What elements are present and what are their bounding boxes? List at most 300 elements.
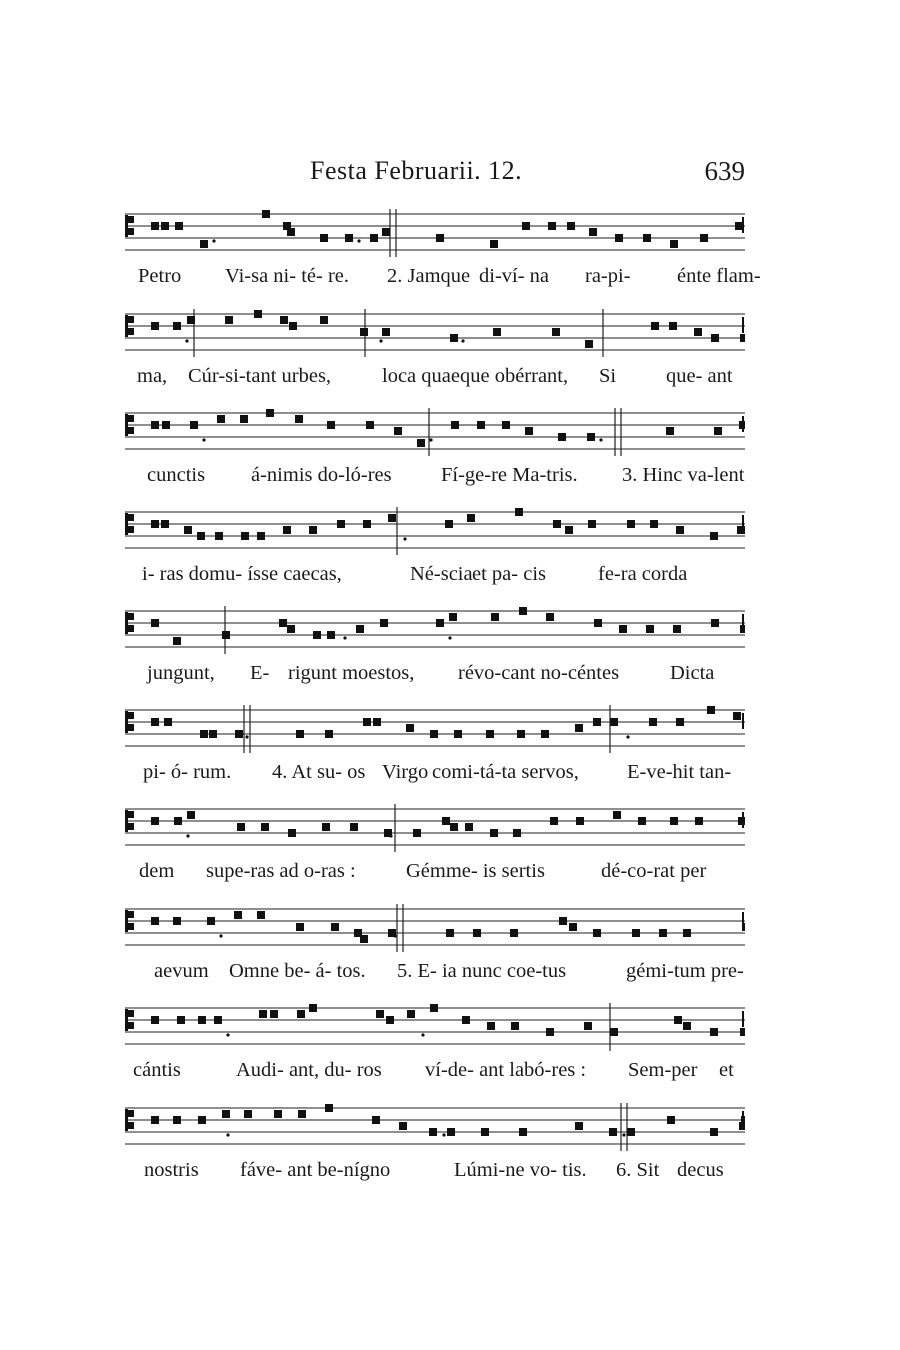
neume-note <box>632 929 640 937</box>
neume-note <box>449 613 457 621</box>
lyric-syllables: 4. At su- os <box>272 761 366 783</box>
neume-note <box>360 935 368 943</box>
chant-staff <box>125 400 745 462</box>
neume-note <box>552 328 560 336</box>
chant-staff <box>125 598 745 660</box>
c-clef-icon <box>128 811 134 818</box>
mora-dot <box>226 1133 229 1136</box>
mora-dot <box>403 537 406 540</box>
neume-note <box>257 911 265 919</box>
mora-dot <box>421 1033 424 1036</box>
neume-note <box>487 1022 495 1030</box>
lyric-syllables: cántis <box>133 1059 181 1081</box>
neume-note <box>345 234 353 242</box>
neume-note <box>373 718 381 726</box>
neume-note <box>399 1122 407 1130</box>
neume-note <box>209 730 217 738</box>
lyric-syllables: E-ve-hit tan- <box>627 761 732 783</box>
lyric-syllables: 5. E- ia nunc coe-tus <box>397 960 567 982</box>
c-clef-icon <box>128 427 134 434</box>
neume-note <box>584 1022 592 1030</box>
mora-dot <box>212 239 215 242</box>
neume-note <box>296 730 304 738</box>
lyric-syllables: comi-tá-ta servos, <box>432 761 579 783</box>
neume-note <box>237 823 245 831</box>
lyric-syllables: nostris <box>144 1159 199 1181</box>
mora-dot <box>219 934 222 937</box>
c-clef-icon <box>128 415 134 422</box>
neume-note <box>615 234 623 242</box>
page-number: 639 <box>704 156 745 186</box>
neume-note <box>241 532 249 540</box>
chant-system <box>125 400 745 500</box>
neume-note <box>309 526 317 534</box>
neume-note <box>610 718 618 726</box>
lyric-syllables: dem <box>139 860 175 882</box>
neume-note <box>519 1128 527 1136</box>
c-clef-icon <box>125 513 128 535</box>
neume-note <box>627 520 635 528</box>
neume-note <box>151 421 159 429</box>
mora-dot <box>245 735 248 738</box>
chant-staff <box>125 201 745 263</box>
mora-dot <box>185 339 188 342</box>
neume-note <box>222 1110 230 1118</box>
mora-dot <box>461 339 464 342</box>
neume-note <box>593 718 601 726</box>
running-title: Festa Februarii. 12. <box>310 156 523 185</box>
lyric-syllables: ma, <box>137 365 168 387</box>
neume-note <box>190 421 198 429</box>
mora-dot <box>226 1033 229 1036</box>
neume-note <box>295 415 303 423</box>
neume-note <box>695 817 703 825</box>
neume-note <box>360 328 368 336</box>
lyric-syllables: di-ví- na <box>479 265 550 287</box>
mora-dot <box>379 339 382 342</box>
c-clef-icon <box>125 215 128 237</box>
neume-note <box>741 1116 745 1124</box>
neume-note <box>593 929 601 937</box>
neume-note <box>151 222 159 230</box>
lyric-syllables: Petro <box>138 265 182 287</box>
neume-note <box>177 1016 185 1024</box>
neume-note <box>394 427 402 435</box>
lyric-syllables: et <box>719 1059 734 1081</box>
neume-note <box>510 929 518 937</box>
chant-system <box>125 796 745 896</box>
neume-note <box>287 228 295 236</box>
neume-note <box>575 724 583 732</box>
lyric-syllables: Audi- ant, du- ros <box>236 1059 382 1081</box>
custos-icon <box>742 713 744 729</box>
neume-note <box>619 625 627 633</box>
neume-note <box>436 619 444 627</box>
neume-note <box>670 817 678 825</box>
neume-note <box>670 240 678 248</box>
neume-note <box>447 1128 455 1136</box>
neume-note <box>683 1022 691 1030</box>
lyric-syllables: Sem-per <box>628 1059 698 1081</box>
c-clef-icon <box>128 911 134 918</box>
c-clef-icon <box>125 315 128 337</box>
neume-note <box>198 1116 206 1124</box>
neume-note <box>450 334 458 342</box>
neume-note <box>289 322 297 330</box>
neume-note <box>491 613 499 621</box>
lyric-syllables: E- <box>250 662 270 684</box>
neume-note <box>676 718 684 726</box>
neume-note <box>683 929 691 937</box>
neume-note <box>546 613 554 621</box>
neume-note <box>309 1004 317 1012</box>
neume-note <box>244 1110 252 1118</box>
neume-note <box>650 520 658 528</box>
neume-note <box>217 415 225 423</box>
neume-note <box>198 1016 206 1024</box>
neume-note <box>651 322 659 330</box>
neume-note <box>519 607 527 615</box>
c-clef-icon <box>128 724 134 731</box>
chant-staff <box>125 301 745 363</box>
neume-note <box>200 730 208 738</box>
mora-dot <box>186 834 189 837</box>
chant-system <box>125 201 761 301</box>
custos-icon <box>742 1011 744 1027</box>
neume-note <box>707 706 715 714</box>
neume-note <box>413 829 421 837</box>
neume-note <box>610 1028 618 1036</box>
neume-note <box>235 730 243 738</box>
neume-note <box>320 316 328 324</box>
neume-note <box>589 228 597 236</box>
neume-note <box>337 520 345 528</box>
neume-note <box>490 240 498 248</box>
neume-note <box>550 817 558 825</box>
neume-note <box>517 730 525 738</box>
c-clef-icon <box>125 810 128 832</box>
neume-note <box>451 421 459 429</box>
neume-note <box>298 1110 306 1118</box>
neume-note <box>667 1116 675 1124</box>
mora-dot <box>343 636 346 639</box>
neume-note <box>735 222 743 230</box>
neume-note <box>454 730 462 738</box>
neume-note <box>522 222 530 230</box>
neume-note <box>740 334 745 342</box>
neume-note <box>674 1016 682 1024</box>
lyric-syllables: et pa- cis <box>472 563 546 585</box>
neume-note <box>646 625 654 633</box>
neume-note <box>740 1028 745 1036</box>
neume-note <box>325 1104 333 1112</box>
neume-note <box>446 929 454 937</box>
neume-note <box>175 222 183 230</box>
neume-note <box>382 228 390 236</box>
neume-note <box>553 520 561 528</box>
neume-note <box>279 619 287 627</box>
neume-note <box>327 631 335 639</box>
neume-note <box>151 718 159 726</box>
neume-note <box>297 1010 305 1018</box>
chant-system <box>125 1095 745 1195</box>
lyric-syllables: dé-co-rat per <box>601 860 707 882</box>
neume-note <box>711 619 719 627</box>
neume-note <box>525 427 533 435</box>
neume-note <box>513 829 521 837</box>
mora-dot <box>357 239 360 242</box>
neume-note <box>380 619 388 627</box>
neume-note <box>331 923 339 931</box>
mora-dot <box>442 1133 445 1136</box>
neume-note <box>714 427 722 435</box>
neume-note <box>254 310 262 318</box>
neume-note <box>274 1110 282 1118</box>
lyric-syllables: rigunt moestos, <box>288 662 415 684</box>
neume-note <box>161 520 169 528</box>
lyric-syllables: Né-scia <box>410 563 473 585</box>
neume-note <box>740 625 745 633</box>
neume-note <box>225 316 233 324</box>
c-clef-icon <box>128 923 134 930</box>
neume-note <box>493 328 501 336</box>
c-clef-icon <box>125 910 128 932</box>
neume-note <box>739 421 745 429</box>
neume-note <box>569 923 577 931</box>
neume-note <box>511 1022 519 1030</box>
neume-note <box>430 1004 438 1012</box>
neume-note <box>669 322 677 330</box>
neume-note <box>161 222 169 230</box>
neume-note <box>546 1028 554 1036</box>
lyric-syllables: i- ras domu- ísse caecas, <box>142 563 342 585</box>
neume-note <box>151 1016 159 1024</box>
neume-note <box>473 929 481 937</box>
neume-note <box>490 829 498 837</box>
lyric-syllables: Omne be- á- tos. <box>229 960 366 982</box>
neume-note <box>445 520 453 528</box>
lyric-syllables: á-nimis do-ló-res <box>251 464 392 486</box>
neume-note <box>363 520 371 528</box>
neume-note <box>613 811 621 819</box>
c-clef-icon <box>128 228 134 235</box>
chant-staff <box>125 499 745 561</box>
lyric-syllables: fe-ra corda <box>598 563 688 585</box>
neume-note <box>436 234 444 242</box>
neume-note <box>270 1010 278 1018</box>
mora-dot <box>202 438 205 441</box>
neume-note <box>151 322 159 330</box>
neume-note <box>465 823 473 831</box>
mora-dot <box>429 438 432 441</box>
neume-note <box>588 520 596 528</box>
c-clef-icon <box>125 1009 128 1031</box>
neume-note <box>486 730 494 738</box>
c-clef-icon <box>128 712 134 719</box>
neume-note <box>502 421 510 429</box>
chant-staff <box>125 697 745 759</box>
neume-note <box>151 619 159 627</box>
c-clef-icon <box>125 1109 128 1131</box>
neume-note <box>287 625 295 633</box>
neume-note <box>565 526 573 534</box>
neume-note <box>151 917 159 925</box>
lyric-syllables: jungunt, <box>147 662 215 684</box>
neume-note <box>162 421 170 429</box>
neume-note <box>366 421 374 429</box>
neume-note <box>638 817 646 825</box>
neume-note <box>187 811 195 819</box>
neume-note <box>627 1128 635 1136</box>
neume-note <box>215 532 223 540</box>
chant-system <box>125 499 745 599</box>
neume-note <box>187 316 195 324</box>
lyric-syllables: Si <box>599 365 617 387</box>
mora-dot <box>389 834 392 837</box>
chant-staff <box>125 896 745 958</box>
neume-note <box>429 1128 437 1136</box>
neume-note <box>372 1116 380 1124</box>
lyric-syllables: decus <box>677 1159 724 1181</box>
lyric-syllables: loca quaeque obérrant, <box>382 365 569 387</box>
lyric-syllables: Dicta <box>670 662 715 684</box>
page-header <box>125 156 745 196</box>
neume-note <box>548 222 556 230</box>
custos-icon <box>742 317 744 333</box>
neume-note <box>350 823 358 831</box>
chant-staff <box>125 796 745 858</box>
neume-note <box>313 631 321 639</box>
neume-note <box>442 817 450 825</box>
c-clef-icon <box>128 526 134 533</box>
c-clef-icon <box>125 711 128 733</box>
lyric-syllables: ra-pi- <box>585 265 631 287</box>
neume-note <box>733 712 741 720</box>
lyric-syllables: 3. Hinc va-lent <box>622 464 745 486</box>
neume-note <box>370 234 378 242</box>
lyric-syllables: Virgo <box>382 761 429 783</box>
chant-system <box>125 697 745 797</box>
neume-note <box>262 210 270 218</box>
c-clef-icon <box>128 316 134 323</box>
neume-note <box>737 526 745 534</box>
c-clef-icon <box>128 1110 134 1117</box>
neume-note <box>363 718 371 726</box>
lyric-syllables: révo-cant no-céntes <box>458 662 620 684</box>
neume-note <box>222 631 230 639</box>
neume-note <box>700 234 708 242</box>
neume-note <box>234 911 242 919</box>
neume-note <box>151 520 159 528</box>
c-clef-icon <box>128 823 134 830</box>
neume-note <box>558 433 566 441</box>
mora-dot <box>622 1133 625 1136</box>
neume-note <box>559 917 567 925</box>
neume-note <box>280 316 288 324</box>
lyric-syllables: supe-ras ad o-ras : <box>206 860 356 882</box>
c-clef-icon <box>128 216 134 223</box>
neume-note <box>481 1128 489 1136</box>
chant-system <box>125 301 745 401</box>
mora-dot <box>393 934 396 937</box>
mora-dot <box>626 735 629 738</box>
lyric-syllables: énte flam- <box>677 265 761 287</box>
neume-note <box>325 730 333 738</box>
lyric-syllables: Lúmi-ne vo- tis. <box>454 1159 587 1181</box>
neume-note <box>288 829 296 837</box>
neume-note <box>738 817 745 825</box>
neume-note <box>184 526 192 534</box>
neume-note <box>173 917 181 925</box>
neume-note <box>710 1128 718 1136</box>
neume-note <box>430 730 438 738</box>
neume-note <box>197 532 205 540</box>
lyric-syllables: gémi-tum pre- <box>626 960 744 982</box>
mora-dot <box>448 636 451 639</box>
chant-staff <box>125 1095 745 1157</box>
neume-note <box>173 637 181 645</box>
neume-note <box>609 1128 617 1136</box>
neume-note <box>407 1010 415 1018</box>
neume-note <box>666 427 674 435</box>
c-clef-icon <box>128 1010 134 1017</box>
lyric-syllables: 6. Sit <box>616 1159 660 1181</box>
neume-note <box>174 817 182 825</box>
chant-staff <box>125 995 745 1057</box>
neume-note <box>151 817 159 825</box>
lyric-syllables: pi- ó- rum. <box>143 761 232 783</box>
neume-note <box>173 322 181 330</box>
neume-note <box>322 823 330 831</box>
neume-note <box>259 1010 267 1018</box>
lyric-syllables: 2. Jamque <box>387 265 471 287</box>
c-clef-icon <box>128 613 134 620</box>
c-clef-icon <box>125 414 128 436</box>
lyric-syllables: Vi-sa ni- té- re. <box>225 265 349 287</box>
lyric-syllables: cunctis <box>147 464 206 486</box>
neume-note <box>649 718 657 726</box>
neume-note <box>257 532 265 540</box>
c-clef-icon <box>128 328 134 335</box>
mora-dot <box>599 438 602 441</box>
neume-note <box>710 532 718 540</box>
neume-note <box>388 514 396 522</box>
neume-note <box>164 718 172 726</box>
neume-note <box>261 823 269 831</box>
neume-note <box>382 328 390 336</box>
neume-note <box>386 1016 394 1024</box>
lyric-syllables: fáve- ant be-nígno <box>240 1159 391 1181</box>
lyric-syllables: que- ant <box>666 365 733 387</box>
neume-note <box>594 619 602 627</box>
c-clef-icon <box>125 612 128 634</box>
neume-note <box>151 1116 159 1124</box>
neume-note <box>711 334 719 342</box>
neume-note <box>515 508 523 516</box>
neume-note <box>406 724 414 732</box>
neume-note <box>240 415 248 423</box>
neume-note <box>587 433 595 441</box>
neume-note <box>296 923 304 931</box>
neume-note <box>266 409 274 417</box>
chant-system <box>125 995 745 1095</box>
chant-system <box>125 896 745 996</box>
neume-note <box>417 439 425 447</box>
neume-note <box>207 917 215 925</box>
neume-note <box>173 1116 181 1124</box>
neume-note <box>710 1028 718 1036</box>
c-clef-icon <box>128 625 134 632</box>
